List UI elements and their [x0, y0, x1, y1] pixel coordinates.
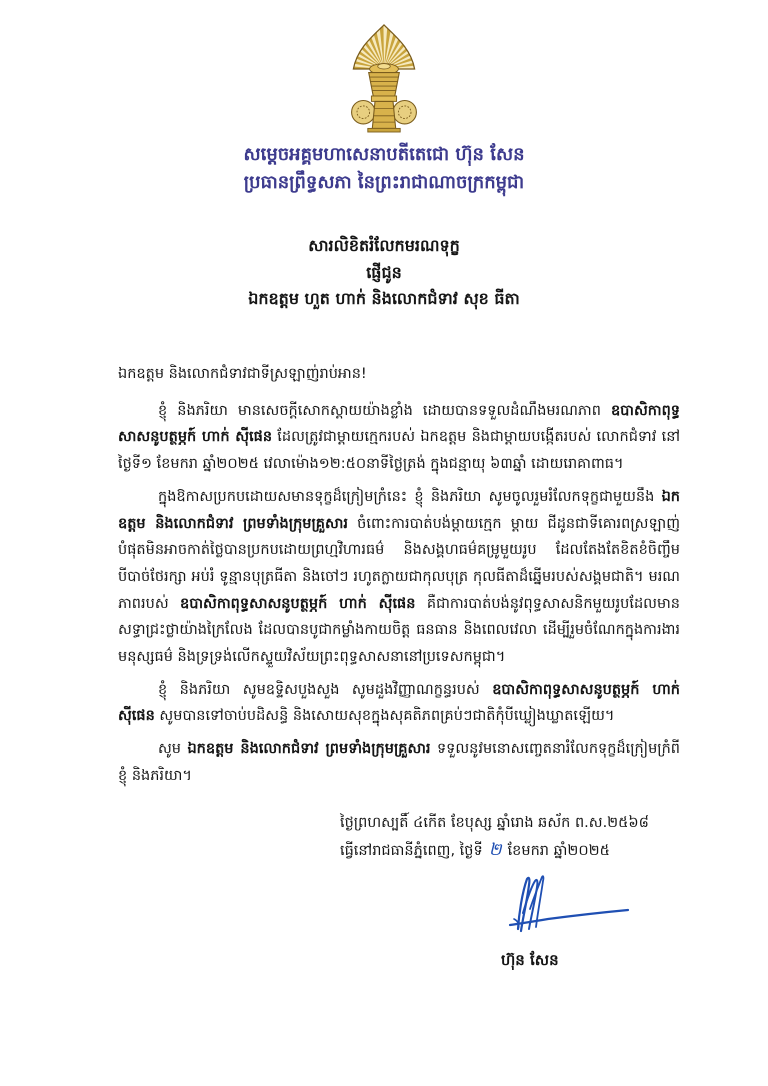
- emblem-base: [352, 96, 417, 132]
- paragraph-closing: [118, 736, 680, 789]
- sender-title: សម្ដេចអគ្គមហាសេនាបតីតេជោ ហ៊ុន សែន: [243, 144, 525, 165]
- recipient-reference: ឯកឧត្តម និងលោកជំទាវ ព្រមទាំងក្រុមគ្រួសារ: [118, 488, 680, 532]
- emblem-vessel: [369, 73, 400, 96]
- paragraph-text: ក្នុងឱកាសប្រកបដោយសមានទុក្ខដ៏ក្រៀមក្រំនេះ ខ្ញុំ និងភរិយា សូមចូលរួមរំលែកទុក្ខជាមួយនឹង: [158, 488, 662, 505]
- handwritten-signature: [496, 869, 631, 937]
- paragraph-text: សូមបានទៅចាប់បដិសន្ធិ និងសោយសុខក្នុងសុគតិភពគ្រប់ៗជាតិកុំបីឃ្លៀងឃ្លាតឡើយ។: [154, 708, 615, 725]
- recipient-label: ផ្ញើជូន: [366, 262, 402, 282]
- salutation: ឯកឧត្តម និងលោកជំទាវជាទីស្រឡាញ់រាប់អាន!: [118, 366, 367, 382]
- deceased-name: ឧបាសិកាពុទ្ធសាសនូបត្ថម្ភក៍ ហាក់ ស៊ីផេន: [180, 595, 416, 612]
- paragraph-text: ខ្ញុំ និងភរិយា សូមឧទ្ទិសបួងសួង សូមដួងវិញ្ញាណក្ខន្ធរបស់: [158, 681, 493, 698]
- senate-emblem-graphic: [348, 22, 420, 134]
- letterhead: [118, 141, 650, 197]
- letter-body: [118, 361, 680, 971]
- letter-title-block: [118, 233, 650, 313]
- paragraph-text: ចំពោះការបាត់បង់ម្ដាយក្មេក ម្ដាយ ជីដូនជាទីគោរពស្រឡាញ់បំផុតមិនអាចកាត់ថ្លៃបានប្រកបដោយព្រហ្មវិហារធម៌ និងសង្គហធម៌គម្រូមួយរូប ដែលតែងតែខិតខំចិញ្ចឹមបីបាច់ថែរក្សា អប់រំ ទូន្មានបុត្រធីតា និងចៅៗ រហូតក្លាយជាកុលបុត្រ កុលធីតាដ៏ឆ្នើមរបស់សង្គមជាតិ។ មរណភាពរបស់: [118, 515, 680, 612]
- deceased-name: ឧបាសិកាពុទ្ធសាសនូបត្ថម្ភក៍ ហាក់ ស៊ីផេន: [118, 681, 680, 725]
- lunar-date: ថ្ងៃព្រហស្បតិ៍ ៤កើត ខែបុស្ស ឆ្នាំរោង ឆស័ក ព.ស.២៥៦៨: [340, 814, 649, 831]
- recipient-reference: ឯកឧត្តម និងលោកជំទាវ ព្រមទាំងក្រុមគ្រួសារ: [187, 741, 431, 758]
- recipient-name: ឯកឧត្តម ហួត ហាក់ និងលោកជំទាវ សុខ ធីតា: [248, 289, 520, 308]
- paragraph-text: ខ្ញុំ និងភរិយា មានសេចក្ដីសោកស្ដាយយ៉ាងខ្លាំង ដោយបានទទួលដំណឹងមរណភាព: [158, 402, 611, 419]
- dateline: [118, 810, 680, 865]
- paragraph-text: សូម: [158, 741, 188, 758]
- senate-emblem-icon: [348, 22, 420, 134]
- sender-position: ប្រធានព្រឹទ្ធសភា នៃព្រះរាជាណាចក្រកម្ពុជា: [243, 172, 525, 193]
- place-and-date: [340, 837, 680, 865]
- deceased-name: ឧបាសិកាពុទ្ធសាសនូបត្ថម្ភក៍ ហាក់ ស៊ីផេន: [118, 402, 680, 446]
- signature-graphic: [496, 869, 631, 937]
- paragraph-text: ទទួលនូវមនោសញ្ចេតនារំលែកទុក្ខដ៏ក្រៀមក្រំពីខ្ញុំ និងភរិយា។: [118, 741, 681, 784]
- handwritten-day: ២: [488, 839, 502, 860]
- paragraph-sympathy: [118, 484, 680, 671]
- paragraph-prayer: [118, 677, 680, 730]
- paragraph-text: គឺជាការបាត់បង់នូវពុទ្ធសាសនិកមួយរូបដែលមានសទ្ធាជ្រះថ្លាយ៉ាងក្រៃលែង ដែលបានបូជាកម្លាំងកាយចិត្ត ធនធាន និងពេលវេលា ដើម្បីរួមចំណែកក្នុងការងារមនុស្សធម៌ និងទ្រទ្រង់លើកស្ទួយវិស័យព្រះពុទ្ធសាសនានៅប្រទេសកម្ពុជា។: [118, 595, 680, 666]
- place-date-suffix: ខែមករា ឆ្នាំ២០២៥: [507, 842, 610, 859]
- paragraph-condolence-notice: [118, 398, 680, 478]
- signatory-name: ហ៊ុន សែន: [501, 950, 559, 969]
- paragraph-text: ដែលត្រូវជាម្ដាយក្មេករបស់ ឯកឧត្តម និងជាម្ដាយបង្កើតរបស់ លោកជំទាវ នៅថ្ងៃទី១ ខែមករា ឆ្នាំ២០២៥ វេលាម៉ោង១២:៥០នាទីថ្ងៃត្រង់ ក្នុងជន្មាយុ ៦៣ឆ្នាំ ដោយរោគាពាធ។: [118, 429, 680, 473]
- letter-subject: សារលិខិតរំលែកមរណទុក្ខ: [308, 236, 460, 255]
- place-date-prefix: ធ្វើនៅរាជធានីភ្នំពេញ, ថ្ងៃទី: [340, 842, 483, 859]
